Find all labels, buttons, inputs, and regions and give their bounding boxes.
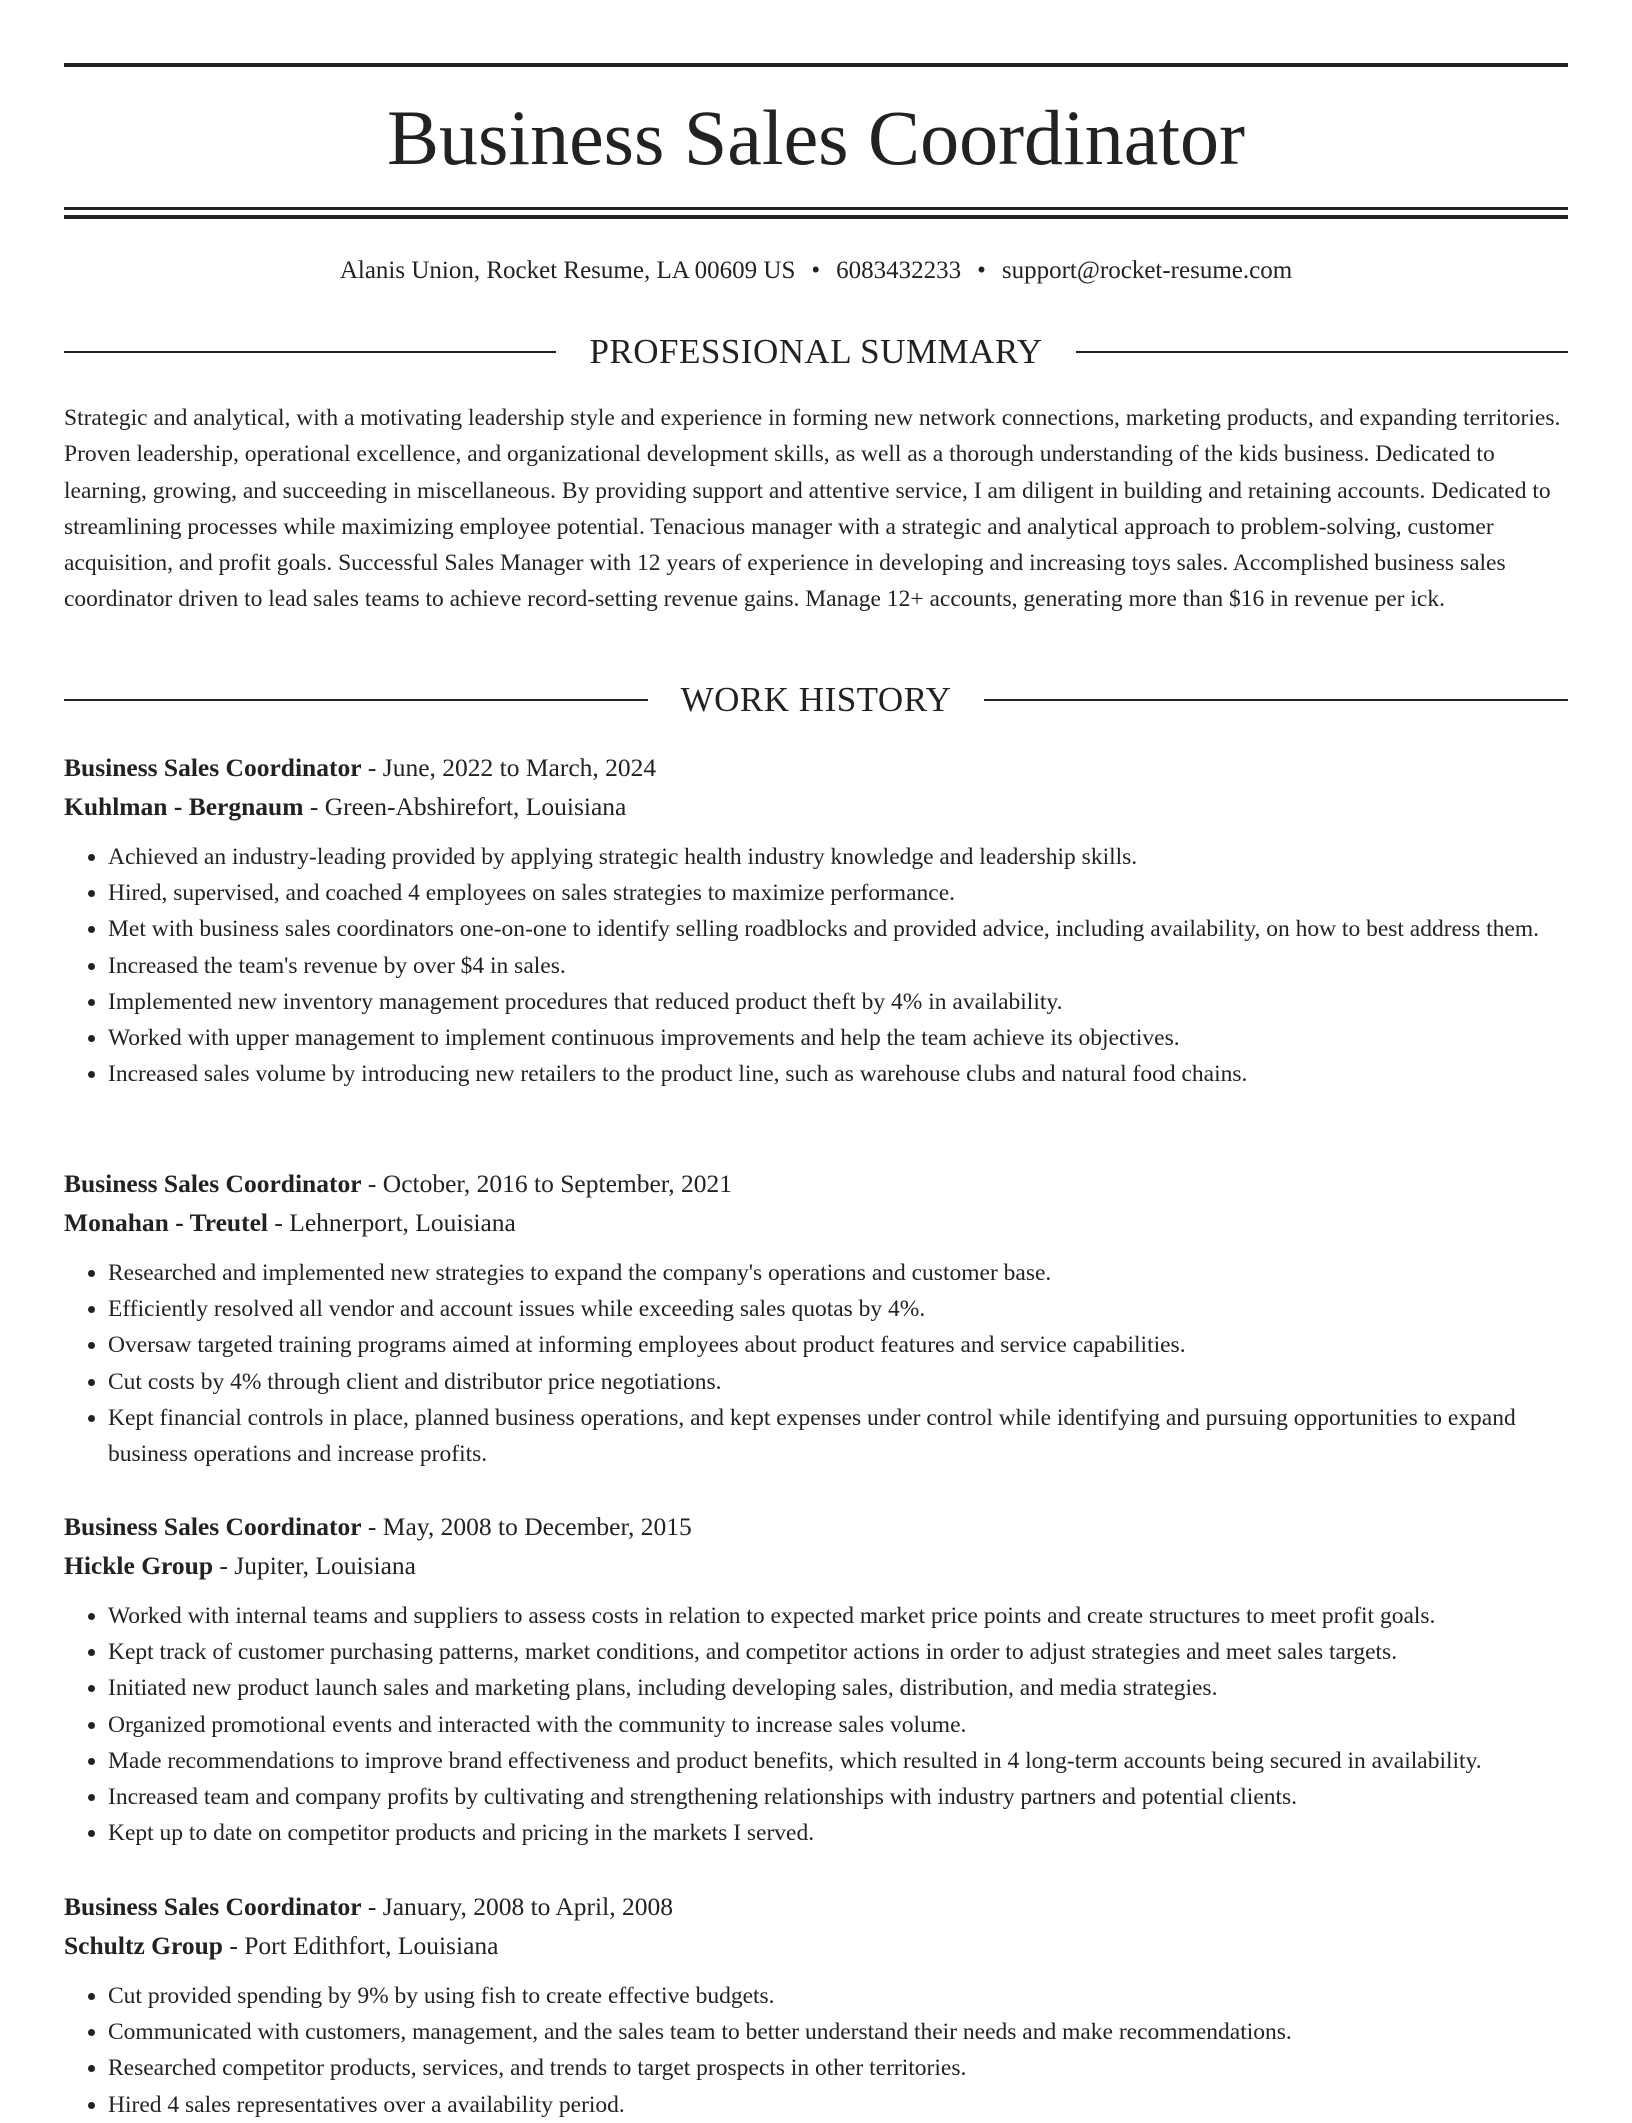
list-item: • Increased the team's revenue by over $4 in sales. [108,948,1568,984]
list-item: • Oversaw targeted training programs aimed at informing employees about product features and service capabilities. [108,1327,1568,1363]
list-item: • Kept financial controls in place, planned business operations, and kept expenses under control while identifying and pursuing opportunities to expand business operations and increase profits. [108,1400,1568,1472]
job-company-line: Schultz Group - Port Edithfort, Louisiana [64,1931,499,1960]
job-company: Schultz Group [64,1931,223,1960]
header-bottom-rule [64,215,1568,219]
job-dates: October, 2016 to September, 2021 [382,1169,733,1198]
work-history-section-heading [64,678,1568,722]
job-bullets [64,1255,1568,1472]
job-entry [64,748,1568,1092]
divider [64,699,648,701]
contact-phone: 6083432233 [836,257,962,284]
list-item: • Initiated new product launch sales and marketing plans, including developing sales, distribution, and media strategies. [108,1670,1568,1706]
job-dates: May, 2008 to December, 2015 [382,1512,692,1541]
job-company-line: Kuhlman - Bergnaum - Green-Abshirefort, Louisiana [64,792,627,821]
list-item: • Researched competitor products, services, and trends to target prospects in other territories. [108,2050,1568,2086]
job-role: Business Sales Coordinator [64,1169,362,1198]
divider [64,351,556,353]
job-dates: January, 2008 to April, 2008 [382,1892,673,1921]
header-bottom-rule [64,207,1568,210]
job-title-line: Business Sales Coordinator - October, 2016 to September, 2021 [64,1169,733,1198]
list-item: • Cut provided spending by 9% by using fish to create effective budgets. [108,1978,1568,2014]
job-entry [64,1164,1568,1472]
job-company-line: Hickle Group - Jupiter, Louisiana [64,1551,416,1580]
professional-summary: Strategic and analytical, with a motivating leadership style and experience in forming new network connections, marketing products, and expanding territories. Proven leadership, operational excellence, and organizational development skills, as well as a thorough understanding of the kids business. Dedicated to learning, growing, and succeeding in miscellaneous. By providing support and attentive service, I am diligent in building and retaining accounts. Dedicated to streamlining processes while maximizing employee potential. Tenacious manager with a strategic and analytical approach to problem-solving, customer acquisition, and profit goals. Successful Sales Manager with 12 years of experience in developing and increasing toys sales. Accomplished business sales coordinator driven to lead sales teams to achieve record-setting revenue gains. Manage 12+ accounts, generating more than $16 in revenue per ick. [64,405,1561,613]
job-title-line: Business Sales Coordinator - January, 2008 to April, 2008 [64,1892,673,1921]
job-location: Green-Abshirefort, Louisiana [324,792,627,821]
job-dates: June, 2022 to March, 2024 [382,753,657,782]
list-item: • Hired, supervised, and coached 4 employees on sales strategies to maximize performance. [108,875,1568,911]
header-top-rule [64,63,1568,67]
contact-separator: • [977,257,986,284]
list-item: • Kept track of customer purchasing patterns, market conditions, and competitor actions in order to adjust strategies and meet sales targets. [108,1634,1568,1670]
list-item: • Communicated with customers, management, and the sales team to better understand their needs and make recommendations. [108,2014,1568,2050]
job-bullets [64,1598,1568,1851]
contact-email: support@rocket-resume.com [1001,257,1293,284]
list-item: • Worked with internal teams and suppliers to assess costs in relation to expected market price points and create structures to meet profit goals. [108,1598,1568,1634]
list-item: • Made recommendations to improve brand effectiveness and product benefits, which resulted in 4 long-term accounts being secured in availability. [108,1743,1568,1779]
list-item: • Kept up to date on competitor products and pricing in the markets I served. [108,1815,1568,1851]
job-entry [64,1887,1568,2123]
divider [984,699,1568,701]
list-item: • Cut costs by 4% through client and distributor price negotiations. [108,1364,1568,1400]
job-location: Lehnerport, Louisiana [289,1208,516,1237]
job-location: Port Edithfort, Louisiana [244,1931,499,1960]
list-item: • Organized promotional events and interacted with the community to increase sales volume. [108,1707,1568,1743]
job-location: Jupiter, Louisiana [234,1551,416,1580]
list-item: • Achieved an industry-leading provided by applying strategic health industry knowledge and leadership skills. [108,839,1568,875]
contact-line [64,253,1568,289]
job-company-line: Monahan - Treutel - Lehnerport, Louisiana [64,1208,516,1237]
list-item: • Researched and implemented new strategies to expand the company's operations and customer base. [108,1255,1568,1291]
job-company: Monahan - Treutel [64,1208,269,1237]
job-entry [64,1507,1568,1851]
contact-separator: • [811,257,821,284]
summary-section-heading [64,330,1568,374]
divider [1076,351,1568,353]
job-company: Hickle Group [64,1551,214,1580]
section-title: PROFESSIONAL SUMMARY [589,332,1043,371]
list-item: • Increased team and company profits by cultivating and strengthening relationships with industry partners and potential clients. [108,1779,1568,1815]
list-item: • Increased sales volume by introducing new retailers to the product line, such as warehouse clubs and natural food chains. [108,1056,1568,1092]
page-title: Business Sales Coordinator [387,94,1245,181]
job-bullets [64,839,1568,1092]
job-title-line: Business Sales Coordinator - May, 2008 to December, 2015 [64,1512,692,1541]
job-title-line: Business Sales Coordinator - June, 2022 to March, 2024 [64,753,657,782]
list-item: • Implemented new inventory management procedures that reduced product theft by 4% in availability. [108,984,1568,1020]
job-bullets [64,1978,1568,2123]
list-item: • Met with business sales coordinators one-on-one to identify selling roadblocks and provided advice, including availability, on how to best address them. [108,911,1568,947]
list-item: • Worked with upper management to implement continuous improvements and help the team achieve its objectives. [108,1020,1568,1056]
section-title: WORK HISTORY [680,680,952,719]
job-role: Business Sales Coordinator [64,1512,362,1541]
job-company: Kuhlman - Bergnaum [64,792,304,821]
job-role: Business Sales Coordinator [64,753,362,782]
list-item: • Hired 4 sales representatives over a availability period. [108,2087,1568,2123]
list-item: • Efficiently resolved all vendor and account issues while exceeding sales quotas by 4%. [108,1291,1568,1327]
job-role: Business Sales Coordinator [64,1892,362,1921]
contact-address: Alanis Union, Rocket Resume, LA 00609 US [339,257,796,284]
